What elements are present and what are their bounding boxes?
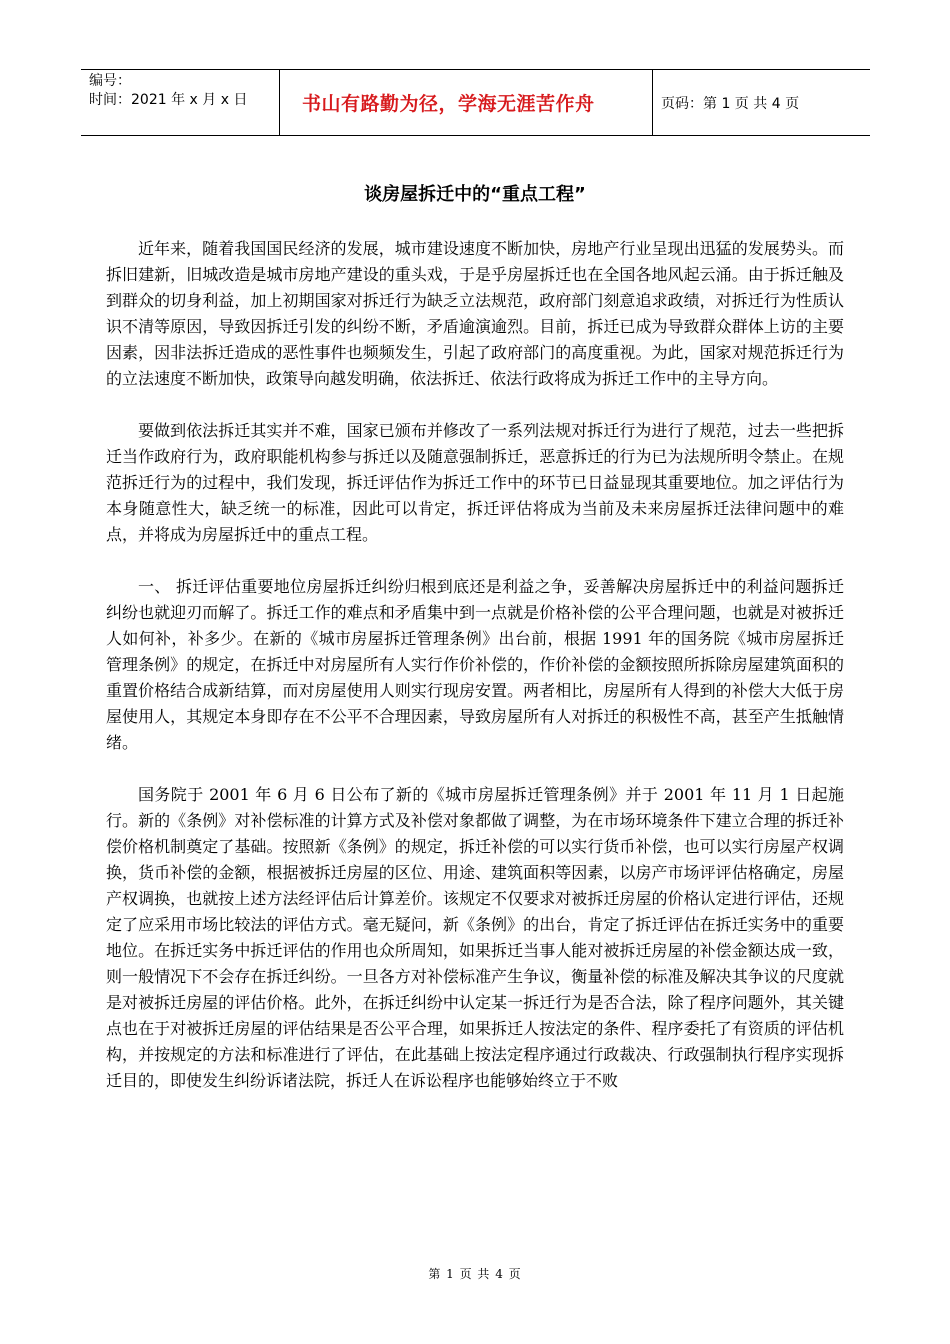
motto-text: 书山有路勤为径，学海无涯苦作舟: [302, 93, 595, 115]
number-label: 编号：: [89, 73, 131, 89]
document-body: [106, 236, 844, 1120]
paragraph-state-council: 国务院于 2001 年 6 月 6 日公布了新的《城市房屋拆迁管理条例》并于 2001 年 11 月 1 日起施行。新的《条例》对补偿标准的计算方式及补偿对象都做了调整，为在市场环境条件下建立合理的拆迁补偿价格机制奠定了基础。按照新《条例》的规定，拆迁补偿的可以实行货币补偿，也可以实行房屋产权调换，货币补偿的金额，根据被拆迁房屋的区位、用途、建筑面积等因素，以房产市场评评估格确定，房屋产权调换，也就按上述方法经评估后计算差价。该规定不仅要求对被拆迁房屋的价格认定进行评估，还规定了应采用市场比较法的评估方式。毫无疑问，新《条例》的出台，肯定了拆迁评估在拆迁实务中的重要地位。在拆迁实务中拆迁评估的作用也众所周知，如果拆迁当事人能对被拆迁房屋的补偿金额达成一致，则一般情况下不会存在拆迁纠纷。一旦各方对补偿标准产生争议，衡量补偿的标准及解决其争议的尺度就是对被拆迁房屋的评估价格。此外，在拆迁纠纷中认定某一拆迁行为是否合法，除了程序问题外，其关键点也在于对被拆迁房屋的评估结果是否公平合理，如果拆迁人按法定的条件、程序委托了有资质的评估机构，并按规定的方法和标准进行了评估，在此基础上按法定程序通过行政裁决、行政强制执行程序实现拆迁目的，即使发生纠纷诉诸法院，拆迁人在诉讼程序也能够始终立于不败: [106, 785, 844, 1090]
header-page-info: 页码：第 1 页 共 4 页: [661, 95, 800, 112]
paragraph-lawful-demolition: 要做到依法拆迁其实并不难，国家已颁布并修改了一系列法规对拆迁行为进行了规范，过去一些把拆迁当作政府行为，政府职能机构参与拆迁以及随意强制拆迁，恶意拆迁的行为已为法规所明令禁止。在规范拆迁行为的过程中，我们发现，拆迁评估作为拆迁工作中的环节已日益显现其重要地位。加之评估行为本身随意性大，缺乏统一的标准，因此可以肯定，拆迁评估将成为当前及未来房屋拆迁法律问题中的难点，并将成为房屋拆迁中的重点工程。: [106, 421, 844, 544]
time-label: 时间：2021 年 x 月 x 日: [89, 92, 248, 108]
paragraph-intro: 近年来，随着我国国民经济的发展，城市建设速度不断加快，房地产行业呈现出迅猛的发展势头。而拆旧建新，旧城改造是城市房地产建设的重头戏，于是乎房屋拆迁也在全国各地风起云涌。由于拆迁触及到群众的切身利益，加上初期国家对拆迁行为缺乏立法规范，政府部门刻意追求政绩，对拆迁行为性质认识不清等原因，导致因拆迁引发的纠纷不断，矛盾逾演逾烈。目前，拆迁已成为导致群众群体上访的主要因素，因非法拆迁造成的恶性事件也频频发生，引起了政府部门的高度重视。为此，国家对规范拆迁行为的立法速度不断加快，政策导向越发明确，依法拆迁、依法行政将成为拆迁工作中的主导方向。: [106, 239, 844, 388]
paragraph-section-one: 一、 拆迁评估重要地位房屋拆迁纠纷归根到底还是利益之争，妥善解决房屋拆迁中的利益问题拆迁纠纷也就迎刃而解了。拆迁工作的难点和矛盾集中到一点就是价格补偿的公平合理问题，也就是对被拆迁人如何补，补多少。在新的《城市房屋拆迁管理条例》出台前，根据 1991 年的国务院《城市房屋拆迁管理条例》的规定，在拆迁中对房屋所有人实行作价补偿的，作价补偿的金额按照所拆除房屋建筑面积的重置价格结合成新结算，而对房屋使用人则实行现房安置。两者相比，房屋所有人得到的补偿大大低于房屋使用人，其规定本身即存在不公平不合理因素，导致房屋所有人对拆迁的积极性不高，甚至产生抵触情绪。: [106, 577, 844, 752]
document-title: 谈房屋拆迁中的“重点工程”: [364, 184, 586, 205]
header-motto-cell: [280, 70, 653, 135]
page-footer: 第 1 页 共 4 页: [428, 1267, 522, 1281]
header-meta: [81, 70, 280, 135]
document-header: [81, 69, 870, 136]
